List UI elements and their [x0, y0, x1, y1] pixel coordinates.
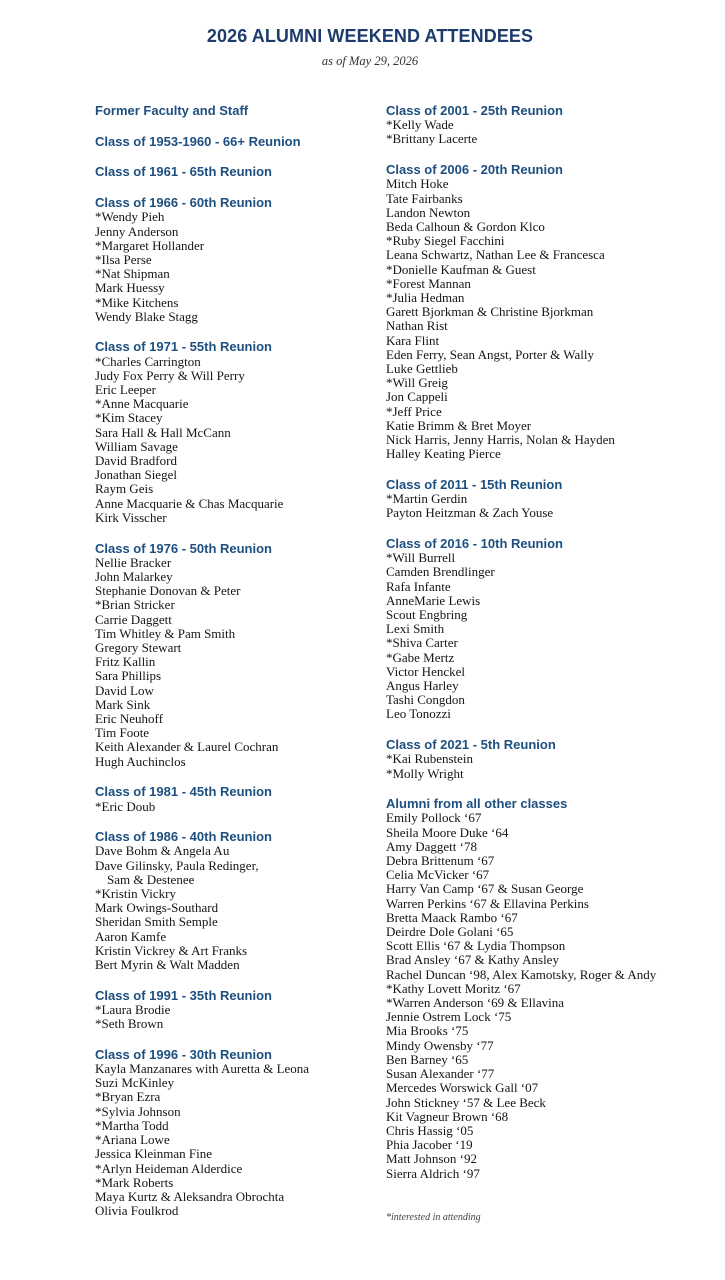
class-section: [95, 104, 380, 118]
attendee-list: [386, 492, 721, 520]
attendee-name: Mercedes Worswick Gall ‘07: [386, 1080, 539, 1096]
section-heading: Class of 2016 - 10th Reunion: [386, 535, 563, 551]
attendee-name: Judy Fox Perry & Will Perry: [95, 367, 245, 383]
attendee-name: Nick Harris, Jenny Harris, Nolan & Hayden: [386, 431, 615, 447]
attendee-name: William Savage: [95, 438, 178, 454]
class-section: [95, 989, 380, 1032]
attendee-name: Luke Gettlieb: [386, 360, 458, 376]
attendee-name: *Kristin Vickry: [95, 886, 176, 902]
footnote: *interested in attending: [386, 1212, 481, 1223]
attendee-name: Victor Henckel: [386, 663, 465, 679]
section-heading: Class of 1953-1960 - 66+ Reunion: [95, 133, 301, 149]
attendee-name: *Sylvia Johnson: [95, 1103, 181, 1119]
attendee-name: Angus Harley: [386, 678, 459, 694]
attendee-name: *Gabe Mertz: [386, 649, 455, 665]
class-section: [95, 542, 380, 769]
class-section: [95, 785, 380, 813]
section-heading: Class of 2001 - 25th Reunion: [386, 103, 563, 118]
attendee-name: Tate Fairbanks: [386, 190, 463, 206]
class-section: [95, 165, 380, 179]
attendee-name: Wendy Blake Stagg: [95, 308, 198, 324]
class-section: [95, 340, 380, 525]
attendee-name: *Jeff Price: [386, 403, 442, 419]
attendee-name: Jonathan Siegel: [95, 467, 177, 483]
attendee-name: Gregory Stewart: [95, 640, 182, 655]
attendee-name: Maya Kurtz & Aleksandra Obrochta: [95, 1188, 285, 1204]
class-section: [95, 196, 380, 324]
attendee-name: Aaron Kamfe: [95, 928, 167, 944]
attendee-name: *Charles Carrington: [95, 353, 201, 369]
attendee-name: *Molly Wright: [386, 765, 464, 781]
attendee-name: Mark Owings-Southard: [95, 900, 219, 916]
attendee-list: [386, 752, 721, 780]
class-section: [386, 537, 721, 722]
attendee-name: Jennie Ostrem Lock ‘75: [386, 1009, 512, 1025]
class-section: [95, 1048, 380, 1218]
attendee-name: Bretta Maack Rambo ‘67: [386, 909, 518, 925]
attendee-name: Olivia Foulkrod: [95, 1203, 179, 1219]
attendee-list: [95, 355, 380, 525]
attendee-name: *Shiva Carter: [386, 635, 458, 651]
attendee-name: *Mark Roberts: [95, 1174, 174, 1190]
attendee-name: David Bradford: [95, 453, 177, 469]
section-heading: Class of 1976 - 50th Reunion: [95, 540, 272, 556]
class-section: [95, 830, 380, 972]
attendee-name: David Low: [95, 682, 154, 698]
right-column: [386, 104, 721, 1197]
attendee-name: Leana Schwartz, Nathan Lee & Francesca: [386, 247, 605, 263]
attendee-name: Hugh Auchinclos: [95, 753, 186, 769]
attendee-name: *Julia Hedman: [386, 289, 465, 305]
attendee-list: [95, 1003, 380, 1031]
attendee-name: *Donielle Kaufman & Guest: [386, 261, 536, 277]
attendee-name: Sierra Aldrich ‘97: [386, 1165, 480, 1181]
attendee-name: John Malarkey: [95, 568, 173, 584]
attendee-name: Halley Keating Pierce: [386, 446, 501, 462]
attendee-name: Sheridan Smith Semple: [95, 914, 218, 930]
class-section: [386, 163, 721, 461]
attendee-name: Mindy Owensby ‘77: [386, 1037, 494, 1053]
attendee-list: [95, 556, 380, 769]
attendee-name: *Bryan Ezra: [95, 1089, 161, 1105]
attendee-name: Katie Brimm & Bret Moyer: [386, 417, 532, 433]
attendee-name: Kit Vagneur Brown ‘68: [386, 1108, 509, 1124]
attendee-name: Debra Brittenum ‘67: [386, 853, 495, 869]
attendee-list: [386, 118, 721, 146]
section-heading: Class of 1961 - 65th Reunion: [95, 164, 272, 180]
attendee-name: *Kelly Wade: [386, 117, 454, 133]
attendee-name: Kristin Vickrey & Art Franks: [95, 942, 248, 958]
attendee-name: Dave Gilinsky, Paula Redinger,: [95, 857, 259, 873]
attendee-name: Bert Myrin & Walt Madden: [95, 957, 240, 973]
attendee-name: *Nat Shipman: [95, 266, 170, 282]
attendee-name: *Wendy Pieh: [95, 209, 165, 225]
class-section: [95, 135, 380, 149]
attendee-name: *Margaret Hollander: [95, 237, 205, 253]
attendee-name: *Will Greig: [386, 375, 448, 391]
attendee-name: Camden Brendlinger: [386, 564, 495, 580]
section-heading: Class of 1971 - 55th Reunion: [95, 339, 272, 355]
attendee-name: Payton Heitzman & Zach Youse: [386, 505, 554, 521]
attendee-name: Leo Tonozzi: [386, 706, 451, 722]
section-heading: Class of 2021 - 5th Reunion: [386, 737, 556, 753]
section-heading: Class of 1991 - 35th Reunion: [95, 987, 272, 1003]
attendee-name: *Ariana Lowe: [95, 1132, 170, 1148]
section-heading: Class of 2011 - 15th Reunion: [386, 476, 563, 492]
left-column: [95, 104, 380, 1235]
attendee-name: Sara Phillips: [95, 668, 162, 684]
attendee-name: *Seth Brown: [95, 1016, 164, 1032]
class-section: [386, 104, 721, 147]
section-heading: Former Faculty and Staff: [95, 103, 249, 118]
attendee-name: Ben Barney ‘65: [386, 1051, 469, 1067]
class-section: [386, 738, 721, 781]
attendee-name: Sam & Destenee: [107, 871, 195, 887]
attendee-name: Warren Perkins ‘67 & Ellavina Perkins: [386, 895, 589, 911]
attendee-name: Sheila Moore Duke ‘64: [386, 824, 509, 840]
attendee-name: *Brittany Lacerte: [386, 131, 478, 147]
attendee-name: Jenny Anderson: [95, 223, 179, 239]
attendee-name: *Ruby Siegel Facchini: [386, 233, 505, 249]
attendee-name: Fritz Kallin: [95, 654, 156, 670]
attendee-list: [95, 210, 380, 324]
attendee-name: Sara Hall & Hall McCann: [95, 424, 231, 440]
attendee-name: Emily Pollock ‘67: [386, 810, 482, 826]
attendee-name: Scout Engbring: [386, 607, 468, 622]
attendee-name: *Kathy Lovett Moritz ‘67: [386, 980, 521, 996]
class-section: [386, 478, 721, 521]
attendee-list: [95, 844, 380, 972]
attendee-name: Harry Van Camp ‘67 & Susan George: [386, 881, 584, 897]
attendee-name: Jon Cappeli: [386, 389, 448, 405]
attendee-name: *Kim Stacey: [95, 410, 163, 426]
attendee-name: *Will Burrell: [386, 550, 456, 566]
class-section: [386, 797, 721, 1180]
attendee-name: *Martha Todd: [95, 1117, 169, 1133]
page-title: 2026 ALUMNI WEEKEND ATTENDEES: [206, 26, 534, 46]
attendee-name: Mark Huessy: [95, 280, 165, 296]
attendee-name: Jessica Kleinman Fine: [95, 1146, 212, 1162]
section-heading: Class of 1981 - 45th Reunion: [95, 784, 272, 800]
attendee-name: Tim Whitley & Pam Smith: [95, 625, 236, 641]
attendee-name: Phia Jacober ‘19: [386, 1137, 473, 1153]
attendee-name: Lexi Smith: [386, 621, 445, 637]
attendee-name: *Kai Rubenstein: [386, 751, 474, 767]
attendee-name: Susan Alexander ‘77: [386, 1066, 495, 1082]
section-heading: Class of 1996 - 30th Reunion: [95, 1046, 272, 1062]
attendee-name: Nellie Bracker: [95, 554, 172, 570]
section-heading: Class of 1986 - 40th Reunion: [95, 829, 272, 845]
attendee-name: Mia Brooks ‘75: [386, 1023, 469, 1039]
attendee-name: *Martin Gerdin: [386, 491, 468, 507]
attendee-name: Beda Calhoun & Gordon Klco: [386, 218, 545, 234]
attendee-name: Landon Newton: [386, 204, 471, 220]
attendee-name: *Arlyn Heideman Alderdice: [95, 1160, 243, 1176]
attendee-name: Suzi McKinley: [95, 1075, 175, 1091]
attendee-name: Kirk Visscher: [95, 509, 167, 525]
attendee-list: [386, 551, 721, 721]
attendee-name: Eric Leeper: [95, 382, 156, 398]
attendee-list: [95, 1062, 380, 1218]
attendee-name: Nathan Rist: [386, 318, 448, 334]
attendee-name: Rafa Infante: [386, 578, 451, 594]
attendee-name: *Mike Kitchens: [95, 294, 179, 310]
attendee-name: Kara Flint: [386, 332, 440, 348]
attendee-name: Scott Ellis ‘67 & Lydia Thompson: [386, 938, 566, 954]
attendee-name: Rachel Duncan ‘98, Alex Kamotsky, Roger & Andy: [386, 966, 657, 982]
attendee-name: Mitch Hoke: [386, 176, 449, 192]
attendee-name: *Ilsa Perse: [95, 251, 152, 267]
attendee-list: [95, 800, 380, 814]
section-heading: Class of 2006 - 20th Reunion: [386, 162, 563, 178]
attendee-name: Matt Johnson ‘92: [386, 1151, 477, 1167]
attendee-name: Chris Hassig ‘05: [386, 1122, 474, 1138]
attendee-name: Dave Bohm & Angela Au: [95, 843, 230, 859]
attendee-name: Celia McVicker ‘67: [386, 867, 490, 883]
attendee-name: Tashi Congdon: [386, 692, 465, 708]
attendee-name: *Forest Mannan: [386, 275, 471, 291]
attendee-name: Brad Ansley ‘67 & Kathy Ansley: [386, 952, 559, 968]
section-heading: Alumni from all other classes: [386, 796, 568, 812]
attendee-name: Kayla Manzanares with Auretta & Leona: [95, 1061, 310, 1077]
attendee-name: Eric Neuhoff: [95, 711, 163, 727]
attendee-name: Raym Geis: [95, 481, 154, 497]
attendee-name: Deirdre Dole Golani ‘65: [386, 924, 514, 940]
attendee-name: Garett Bjorkman & Christine Bjorkman: [386, 304, 594, 320]
attendee-name: Carrie Daggett: [95, 611, 172, 627]
attendee-name: Mark Sink: [95, 696, 151, 712]
section-heading: Class of 1966 - 60th Reunion: [95, 195, 272, 211]
attendee-name: *Anne Macquarie: [95, 396, 189, 412]
attendee-list: [386, 811, 721, 1180]
attendee-name: Eden Ferry, Sean Angst, Porter & Wally: [386, 346, 595, 362]
attendee-name: Tim Foote: [95, 725, 150, 741]
page-subtitle: as of May 29, 2026: [321, 54, 419, 68]
attendee-name: *Eric Doub: [95, 798, 156, 814]
attendee-name: John Stickney ‘57 & Lee Beck: [386, 1094, 546, 1110]
attendee-name: AnneMarie Lewis: [386, 592, 481, 608]
attendee-name: Keith Alexander & Laurel Cochran: [95, 739, 279, 755]
attendee-name: *Warren Anderson ‘69 & Ellavina: [386, 995, 565, 1011]
attendee-name: Stephanie Donovan & Peter: [95, 583, 241, 599]
attendee-name: *Brian Stricker: [95, 597, 175, 613]
attendee-name: *Laura Brodie: [95, 1001, 171, 1017]
attendee-name: Anne Macquarie & Chas Macquarie: [95, 495, 284, 511]
attendee-name: Amy Daggett ‘78: [386, 838, 477, 854]
attendee-list: [386, 177, 721, 461]
